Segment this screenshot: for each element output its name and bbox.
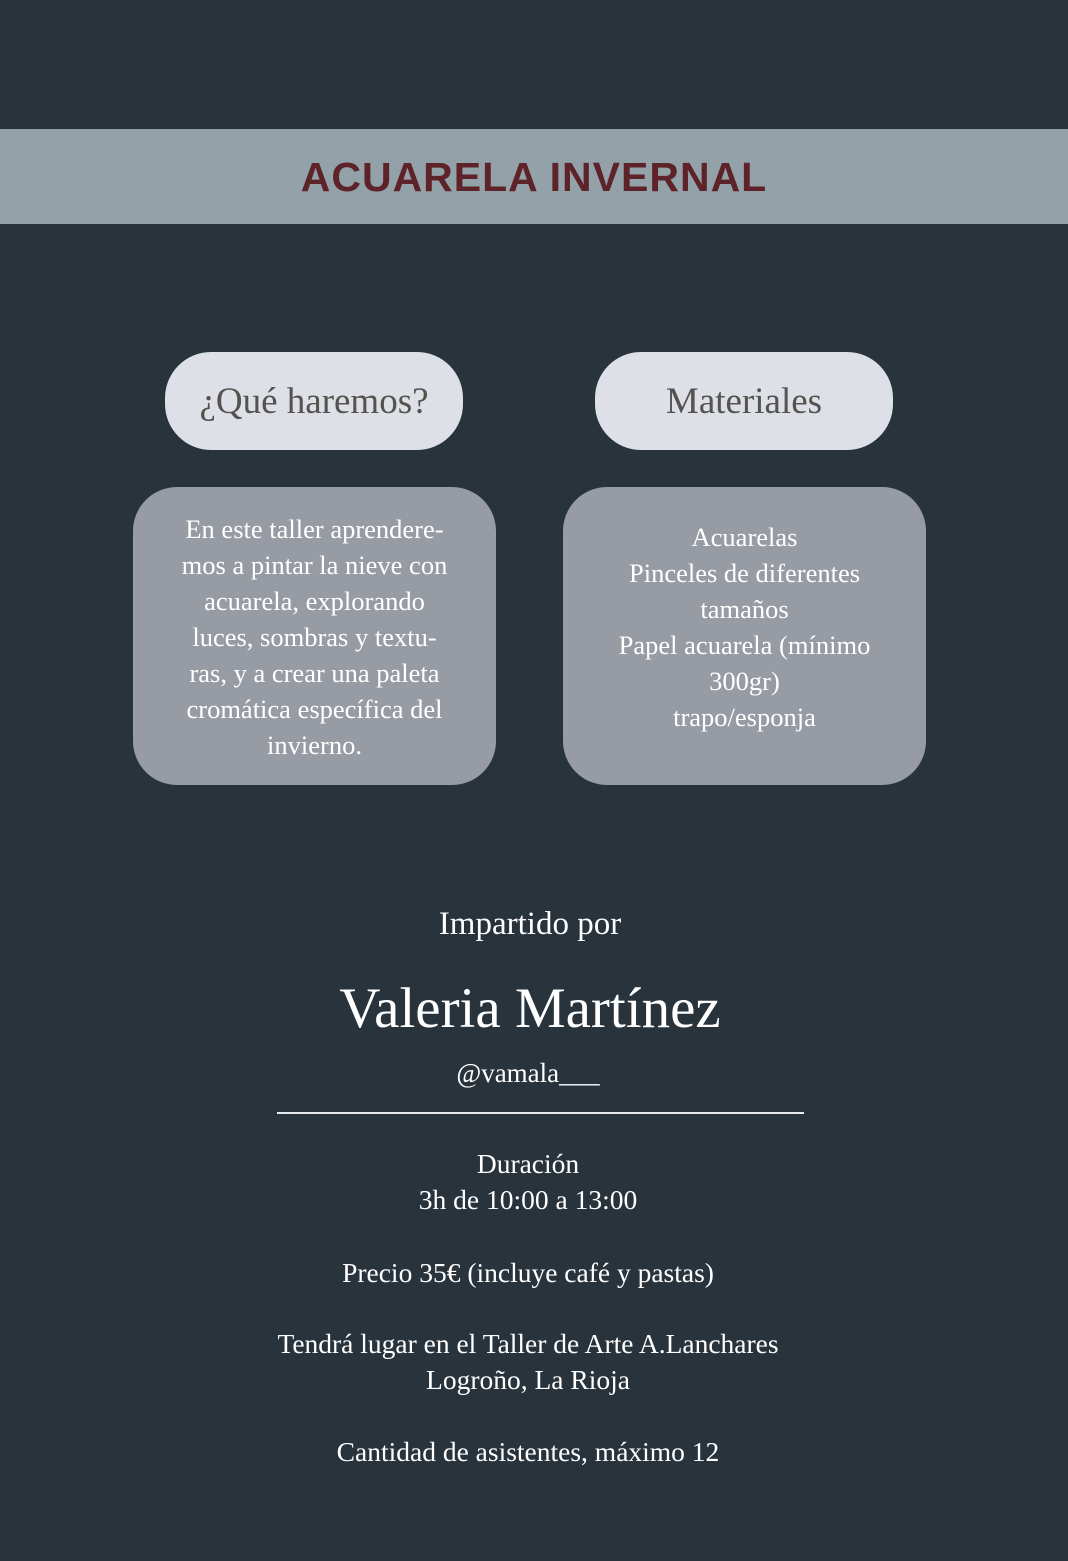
materials-line: 300gr) [709,666,780,696]
capacity-text: Cantidad de asistentes, máximo 12 [336,1436,720,1467]
location-line: Tendrá lugar en el Taller de Arte A.Lanchares [277,1328,779,1359]
location-city: Logroño, La Rioja [426,1364,630,1395]
description-line: mos a pintar la nieve con [181,550,448,580]
duration-value: 3h de 10:00 a 13:00 [418,1184,638,1215]
description-line: acuarela, explorando [204,586,425,616]
divider [277,1112,804,1114]
materials-line: Acuarelas [691,522,798,552]
instructor-handle: @vamala___ [456,1058,600,1088]
materials-line: Pinceles de diferentes [628,558,861,588]
que-haremos-heading: ¿Qué haremos? [165,352,463,450]
page-title: ACUARELA INVERNAL [300,154,768,200]
title-band [0,129,1068,224]
materials-line: tamaños [700,594,789,624]
instructor-intro: Impartido por [438,906,622,942]
description-line: luces, sombras y textu- [192,622,437,652]
materiales-card [563,487,926,785]
que-haremos-card [133,487,496,785]
price-text: Precio 35€ (incluye café y pastas) [342,1257,714,1288]
instructor-name: Valeria Martínez [339,977,721,1040]
description-line: ras, y a crear una paleta [189,658,440,688]
materials-line: Papel acuarela (mínimo [618,630,871,660]
duration-label: Duración [476,1148,580,1179]
description-line: En este taller aprendere- [185,514,444,544]
duration-block [0,1146,1062,1218]
materiales-heading: Materiales [595,352,893,450]
description-line: invierno. [267,730,362,760]
description-line: cromática específica del [186,694,443,724]
location-block [0,1326,1062,1398]
materials-line: trapo/esponja [673,702,816,732]
